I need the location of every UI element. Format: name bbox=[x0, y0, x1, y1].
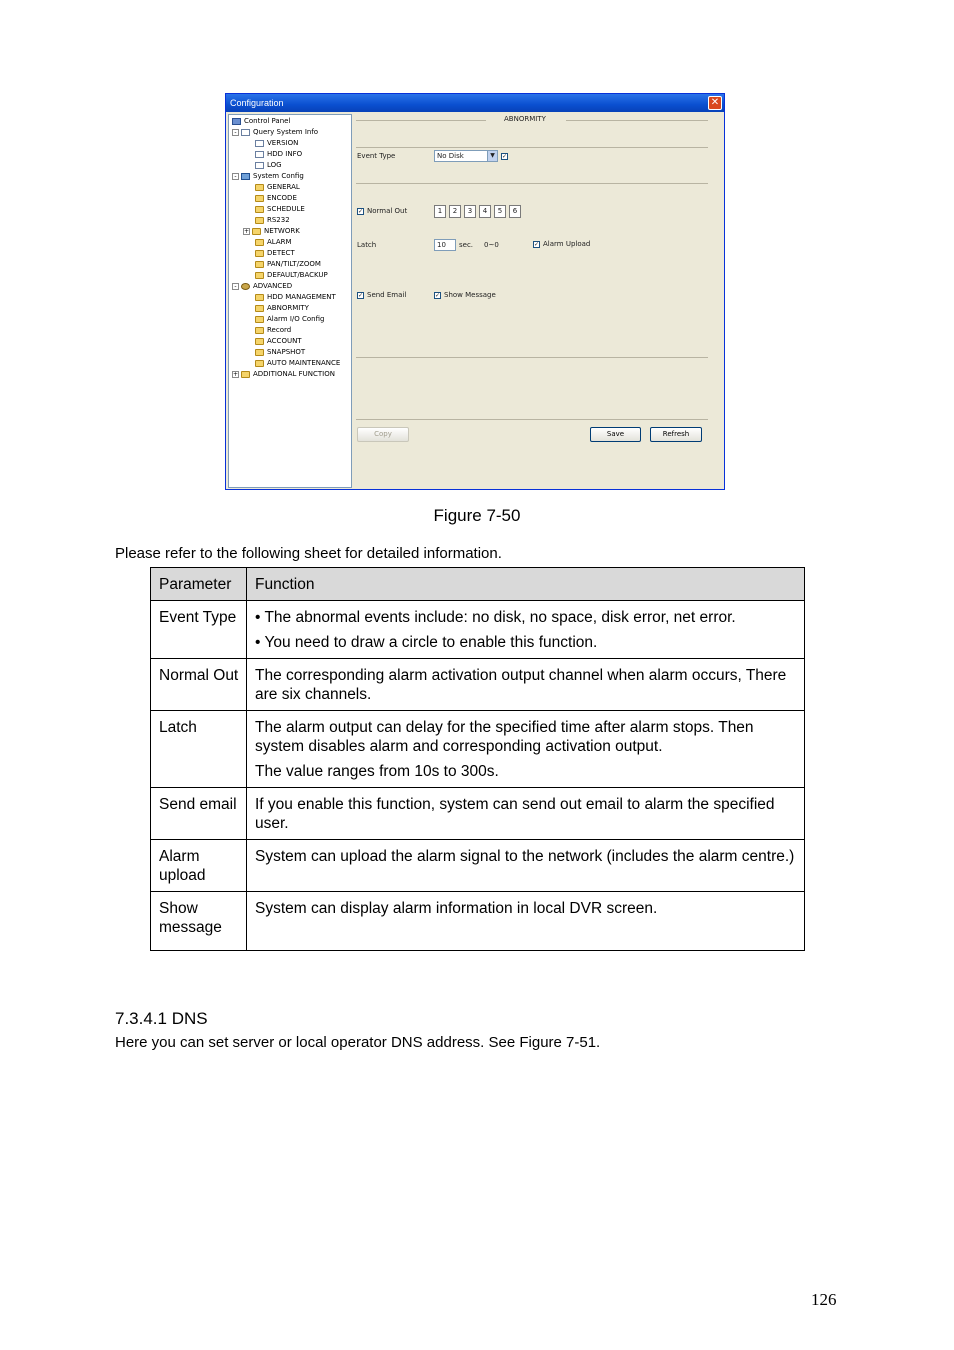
latch-unit: sec. bbox=[459, 241, 474, 249]
copy-button[interactable]: Copy bbox=[357, 427, 409, 442]
latch-label: Latch bbox=[357, 241, 377, 249]
channel-button[interactable]: 1 bbox=[434, 205, 446, 218]
config-tree bbox=[228, 114, 352, 488]
latch-input[interactable]: 10 bbox=[434, 239, 456, 251]
function-cell bbox=[247, 601, 805, 659]
param-cell: Alarm upload bbox=[151, 840, 247, 892]
tree-item[interactable]: AUTO MAINTENANCE bbox=[255, 358, 340, 369]
function-cell: System can display alarm information in local DVR screen. bbox=[247, 892, 805, 951]
tree-item[interactable]: ACCOUNT bbox=[255, 336, 302, 347]
save-button[interactable]: Save bbox=[590, 427, 641, 442]
function-cell: The alarm output can delay for the specified time after alarm stops. Then system disables alarm and corresponding activation output. The value ranges from 10s to 300s. bbox=[247, 711, 805, 788]
folder-icon bbox=[241, 371, 250, 378]
folder-icon bbox=[252, 228, 261, 235]
tree-item[interactable]: DETECT bbox=[255, 248, 295, 259]
table-row bbox=[151, 892, 805, 951]
folder-icon bbox=[255, 272, 264, 279]
divider bbox=[356, 357, 708, 358]
pc-icon bbox=[232, 118, 241, 125]
folder-icon bbox=[255, 338, 264, 345]
tree-item[interactable]: VERSION bbox=[255, 138, 298, 149]
tree-item[interactable]: DEFAULT/BACKUP bbox=[255, 270, 328, 281]
doc-icon bbox=[255, 140, 264, 147]
channel-button[interactable]: 3 bbox=[464, 205, 476, 218]
divider bbox=[356, 183, 708, 184]
folder-icon bbox=[255, 239, 264, 246]
table-row bbox=[151, 840, 805, 892]
table-row bbox=[151, 788, 805, 840]
refresh-button[interactable]: Refresh bbox=[650, 427, 702, 442]
window-title-bar bbox=[226, 94, 724, 112]
param-cell: Normal Out bbox=[151, 659, 247, 711]
folder-icon bbox=[255, 195, 264, 202]
header-parameter: Parameter bbox=[151, 568, 247, 601]
folder-icon bbox=[255, 327, 264, 334]
param-cell: Latch bbox=[151, 711, 247, 788]
section-heading: 7.3.4.1 DNS bbox=[115, 1009, 208, 1028]
table-row bbox=[151, 601, 805, 659]
tree-item[interactable]: Record bbox=[255, 325, 291, 336]
event-type-label: Event Type bbox=[357, 152, 396, 160]
function-cell: If you enable this function, system can send out email to alarm the specified user. bbox=[247, 788, 805, 840]
chevron-down-icon[interactable]: ▼ bbox=[487, 151, 497, 161]
function-cell: System can upload the alarm signal to the network (includes the alarm centre.) bbox=[247, 840, 805, 892]
event-type-checkbox[interactable]: ✓ bbox=[502, 153, 508, 160]
section-title: ABNORMITY bbox=[504, 115, 546, 123]
folder-icon bbox=[255, 206, 264, 213]
folder-icon bbox=[255, 305, 264, 312]
show-message-checkbox[interactable]: ✓ Show Message bbox=[435, 291, 496, 299]
send-email-checkbox[interactable]: ✓ Send Email bbox=[358, 291, 407, 299]
param-cell: Event Type bbox=[151, 601, 247, 659]
tree-item[interactable]: Alarm I/O Config bbox=[255, 314, 324, 325]
tree-item[interactable]: GENERAL bbox=[255, 182, 300, 193]
bullet-item: • The abnormal events include: no disk, no space, disk error, net error. bbox=[255, 608, 797, 627]
tree-item[interactable]: - Query System Info bbox=[232, 127, 318, 138]
channel-button[interactable]: 5 bbox=[494, 205, 506, 218]
tree-item[interactable]: HDD INFO bbox=[255, 149, 302, 160]
tree-item[interactable]: HDD MANAGEMENT bbox=[255, 292, 336, 303]
parameter-table bbox=[150, 567, 805, 951]
doc-icon bbox=[255, 151, 264, 158]
folder-icon bbox=[255, 250, 264, 257]
folder-icon bbox=[255, 217, 264, 224]
table-row bbox=[151, 659, 805, 711]
alarm-upload-checkbox[interactable]: ✓ Alarm Upload bbox=[534, 240, 591, 248]
figure-caption: Figure 7-50 bbox=[433, 506, 521, 525]
folder-icon bbox=[255, 360, 264, 367]
window-title: Configuration bbox=[230, 98, 284, 108]
divider bbox=[356, 147, 708, 148]
tree-item[interactable]: PAN/TILT/ZOOM bbox=[255, 259, 321, 270]
latch-range: 0~0 bbox=[484, 241, 499, 249]
tree-item[interactable]: ALARM bbox=[255, 237, 292, 248]
tree-item[interactable]: - System Config bbox=[232, 171, 304, 182]
tree-item[interactable]: + NETWORK bbox=[244, 227, 300, 235]
function-cell: The corresponding alarm activation output channel when alarm occurs, There are six channels. bbox=[247, 659, 805, 711]
channel-button[interactable]: 4 bbox=[479, 205, 491, 218]
folder-icon bbox=[255, 349, 264, 356]
expand-icon[interactable]: + bbox=[244, 228, 250, 235]
tree-item[interactable]: RS232 bbox=[255, 215, 290, 226]
tree-item[interactable]: Control Panel bbox=[232, 116, 290, 127]
tree-item[interactable]: - ADVANCED bbox=[232, 281, 292, 292]
channel-button[interactable]: 6 bbox=[509, 205, 521, 218]
table-row bbox=[151, 711, 805, 788]
collapse-icon[interactable]: - bbox=[232, 283, 239, 290]
collapse-icon[interactable]: - bbox=[232, 129, 239, 136]
expand-icon[interactable]: + bbox=[233, 371, 239, 378]
bullet-item: • You need to draw a circle to enable this function. bbox=[255, 633, 797, 652]
divider bbox=[356, 120, 486, 121]
channel-button[interactable]: 2 bbox=[449, 205, 461, 218]
doc-icon bbox=[241, 129, 250, 136]
abnormity-pane bbox=[354, 114, 722, 488]
tree-item[interactable]: SCHEDULE bbox=[255, 204, 305, 215]
tree-item[interactable]: ABNORMITY bbox=[255, 303, 309, 314]
intro-text: Please refer to the following sheet for detailed information. bbox=[115, 545, 502, 562]
tools-icon bbox=[241, 173, 250, 180]
param-cell: Send email bbox=[151, 788, 247, 840]
tree-item[interactable]: ENCODE bbox=[255, 193, 297, 204]
configuration-window bbox=[225, 93, 725, 490]
section-text: Here you can set server or local operator DNS address. See Figure 7-51. bbox=[115, 1034, 601, 1051]
event-type-select[interactable]: No Disk ▼ bbox=[434, 150, 498, 162]
close-icon[interactable]: ✕ bbox=[708, 96, 722, 110]
gear-icon bbox=[241, 283, 250, 290]
tree-item[interactable]: LOG bbox=[255, 160, 282, 171]
param-cell: Show message bbox=[151, 892, 247, 951]
page-number: 126 bbox=[811, 1290, 837, 1309]
table-header-row bbox=[151, 568, 805, 601]
tree-item[interactable]: + ADDITIONAL FUNCTION bbox=[233, 370, 335, 378]
folder-icon bbox=[255, 294, 264, 301]
folder-icon bbox=[255, 261, 264, 268]
doc-icon bbox=[255, 162, 264, 169]
divider bbox=[356, 419, 708, 420]
folder-icon bbox=[255, 316, 264, 323]
tree-item[interactable]: SNAPSHOT bbox=[255, 347, 305, 358]
folder-icon bbox=[255, 184, 264, 191]
divider bbox=[566, 120, 708, 121]
collapse-icon[interactable]: - bbox=[232, 173, 239, 180]
header-function: Function bbox=[247, 568, 805, 601]
normal-out-checkbox[interactable]: ✓ Normal Out bbox=[358, 207, 408, 215]
